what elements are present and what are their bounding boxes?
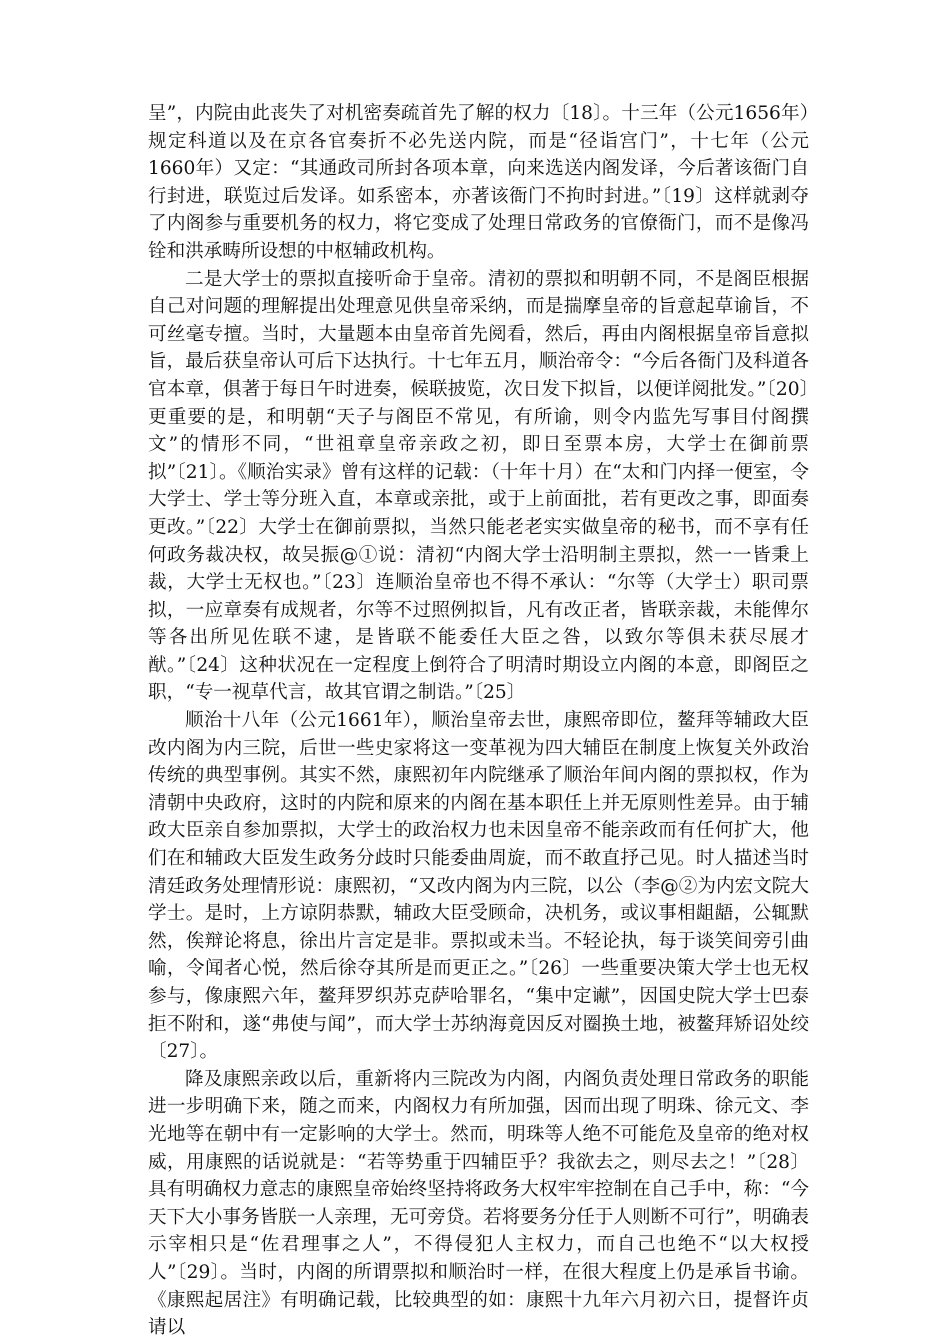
paragraph-4: 降及康熙亲政以后，重新将内三院改为内阁，内阁负责处理日常政务的职能进一步明确下来，随之而来，内阁权力有所加强，因而出现了明珠、徐元文、李光地等在朝中有一定影响的大学士。然而，明珠等人绝不可能危及皇帝的绝对权威，用康熙的话说就是：“若等势重于四辅臣乎？我欲去之，则尽去之！”〔28〕具有明确权力意志的康熙皇帝始终坚持将政务大权牢牢控制在自己手中，称：“今天下大小事务皆朕一人亲理，无可旁贷。若将要务分任于人则断不可行”，明确表示宰相只是“佐君理事之人”，不得侵犯人主权力，而自己也绝不“以大权授人”〔29〕。当时，内阁的所谓票拟和顺治时一样，在很大程度上仍是承旨书谕。《康熙起居注》有明确记载，比较典型的如：康熙十九年六月初六日，提督许贞请以: [148, 1068, 809, 1339]
document-body: [148, 100, 809, 1342]
paragraph-3: 顺治十八年（公元1661年），顺治皇帝去世，康熙帝即位，鳌拜等辅政大臣改内阁为内三院，后世一些史家将这一变革视为四大辅臣在制度上恢复关外政治传统的典型事例。其实不然，康熙初年内院继承了顺治年间内阁的票拟权，作为清朝中央政府，这时的内院和原来的内阁在基本职任上并无原则性差异。由于辅政大臣亲自参加票拟，大学士的政治权力也未因皇帝不能亲政而有任何扩大，他们在和辅政大臣发生政务分歧时只能委曲周旋，而不敢直抒己见。时人描述当时清廷政务处理情形说：康熙初，“又改内阁为内三院，以公（李@②为内宏文院大学士。是时，上方谅阴恭默，辅政大臣受顾命，决机务，或议事相龃龉，公辄默然，俟辩论将息，徐出片言定是非。票拟或未当。不轻论执，每于谈笑间旁引曲喻，令闻者心悦，然后徐夺其所是而更正之。”〔26〕一些重要决策大学士也无权参与，像康熙六年，鳌拜罗织苏克萨哈罪名，“集中定谳”，因国史院大学士巴泰拒不附和，遂“弗使与闻”，而大学士苏纳海竟因反对圈换土地，被鳌拜矫诏处绞〔27〕。: [148, 710, 809, 1063]
paragraph-2: 二是大学士的票拟直接听命于皇帝。清初的票拟和明朝不同，不是阁臣根据自己对问题的理解提出处理意见供皇帝采纳，而是揣摩皇帝的旨意起草谕旨，不可丝毫专擅。当时，大量题本由皇帝首先阅看，然后，再由内阁根据皇帝旨意拟旨，最后获皇帝认可后下达执行。十七年五月，顺治帝令：“今后各衙门及科道各官本章，俱著于每日午时进奏，候联披览，次日发下拟旨，以便详阅批发。”〔20〕更重要的是，和明朝“天子与阁臣不常见，有所谕，则令内监先写事目付阁撰文”的情形不同，“世祖章皇帝亲政之初，即日至票本房，大学士在御前票拟”〔21〕。《顺治实录》曾有这样的记载：（十年十月）在“太和门内择一便室，令大学士、学士等分班入直，本章或亲批，或于上前面批，若有更改之事，即面奏更改。”〔22〕大学士在御前票拟，当然只能老老实实做皇帝的秘书，而不享有任何政务裁决权，故吴振@①说：清初“内阁大学士沿明制主票拟，然一一皆秉上裁，大学士无权也。”〔23〕连顺治皇帝也不得不承认：“尔等（大学士）职司票拟，一应章奏有成规者，尔等不过照例拟旨，凡有改正者，皆联亲裁，未能俾尔等各出所见佐联不逮，是皆联不能委任大臣之咎，以致尔等俱未获尽展才猷。”〔24〕这种状况在一定程度上倒符合了明清时期设立内阁的本意，即阁臣之职，“专一视草代言，故其官谓之制诰。”〔25〕: [148, 268, 809, 704]
paragraph-1: 呈”，内院由此丧失了对机密奏疏首先了解的权力〔18〕。十三年（公元1656年）规定科道以及在京各官奏折不必先送内院，而是“径诣宫门”，十七年（公元1660年）又定：“其通政司所封各项本章，向来选送内阁发译，今后著该衙门自行封进，联览过后发译。如系密本，亦著该衙门不拘时封进。”〔19〕这样就剥夺了内阁参与重要机务的权力，将它变成了处理日常政务的官僚衙门，而不是像冯铨和洪承畴所设想的中枢辅政机构。: [148, 103, 809, 262]
